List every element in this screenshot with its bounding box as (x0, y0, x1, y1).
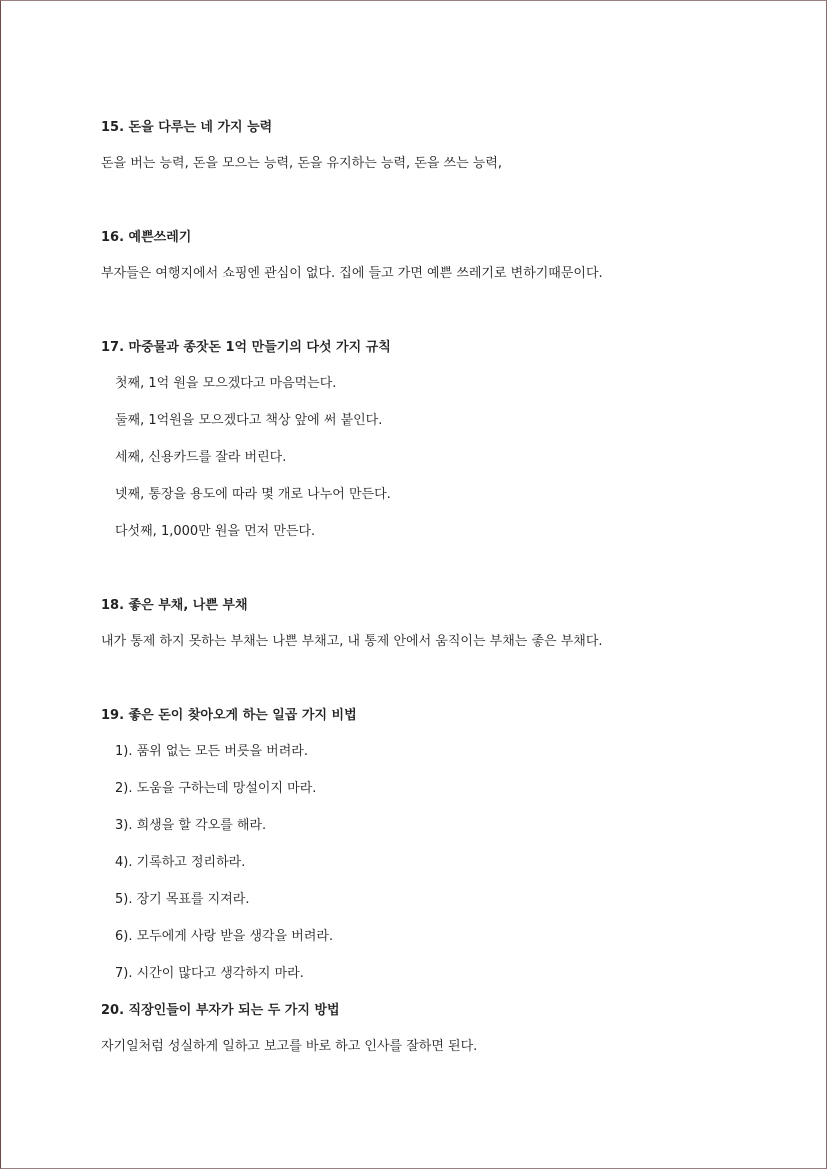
section-heading: 20. 직장인들이 부자가 되는 두 가지 방법 (101, 1003, 340, 1018)
section-paragraph: 내가 통제 하지 못하는 부채는 나쁜 부채고, 내 통제 안에서 움직이는 부채는 좋은 부채다. (101, 634, 603, 649)
list-item: 첫째, 1억 원을 모으겠다고 마음먹는다. (115, 376, 337, 391)
section-18 (101, 595, 791, 653)
list-item: 7). 시간이 많다고 생각하지 마라. (115, 966, 304, 981)
list-item: 둘째, 1억원을 모으겠다고 책상 앞에 써 붙인다. (115, 413, 383, 428)
section-paragraph: 돈을 버는 능력, 돈을 모으는 능력, 돈을 유지하는 능력, 돈을 쓰는 능력, (101, 156, 503, 171)
list-item: 1). 품위 없는 모든 버릇을 버려라. (115, 744, 308, 759)
section-16 (101, 227, 791, 285)
document-body (101, 117, 791, 1058)
section-heading: 18. 좋은 부채, 나쁜 부채 (101, 598, 248, 613)
section-20 (101, 1000, 791, 1058)
list-item: 다섯째, 1,000만 원을 먼저 만든다. (115, 524, 316, 539)
list-item: 5). 장기 목표를 지져라. (115, 892, 250, 907)
list-item: 4). 기록하고 정리하라. (115, 855, 246, 870)
section-paragraph: 자기일처럼 성실하게 일하고 보고를 바로 하고 인사를 잘하면 된다. (101, 1039, 478, 1054)
section-paragraph: 부자들은 여행지에서 쇼핑엔 관심이 없다. 집에 들고 가면 예쁜 쓰레기로 변하기때문이다. (101, 266, 603, 281)
list-item: 3). 희생을 할 각오를 해라. (115, 818, 267, 833)
rule-list (101, 373, 791, 543)
section-heading: 17. 마중물과 종잣돈 1억 만들기의 다섯 가지 규칙 (101, 340, 391, 355)
list-item: 넷째, 통장을 용도에 따라 몇 개로 나누어 만든다. (115, 487, 391, 502)
section-heading: 16. 예쁜쓰레기 (101, 230, 192, 245)
section-17 (101, 337, 791, 543)
section-heading: 15. 돈을 다루는 네 가지 능력 (101, 120, 273, 135)
section-19 (101, 705, 791, 985)
list-item: 6). 모두에게 사랑 받을 생각을 버려라. (115, 929, 334, 944)
section-heading: 19. 좋은 돈이 찾아오게 하는 일곱 가지 비법 (101, 708, 357, 723)
list-item: 2). 도움을 구하는데 망설이지 마라. (115, 781, 317, 796)
tips-list (101, 741, 791, 985)
list-item: 세째, 신용카드를 잘라 버린다. (115, 450, 287, 465)
section-15 (101, 117, 791, 175)
